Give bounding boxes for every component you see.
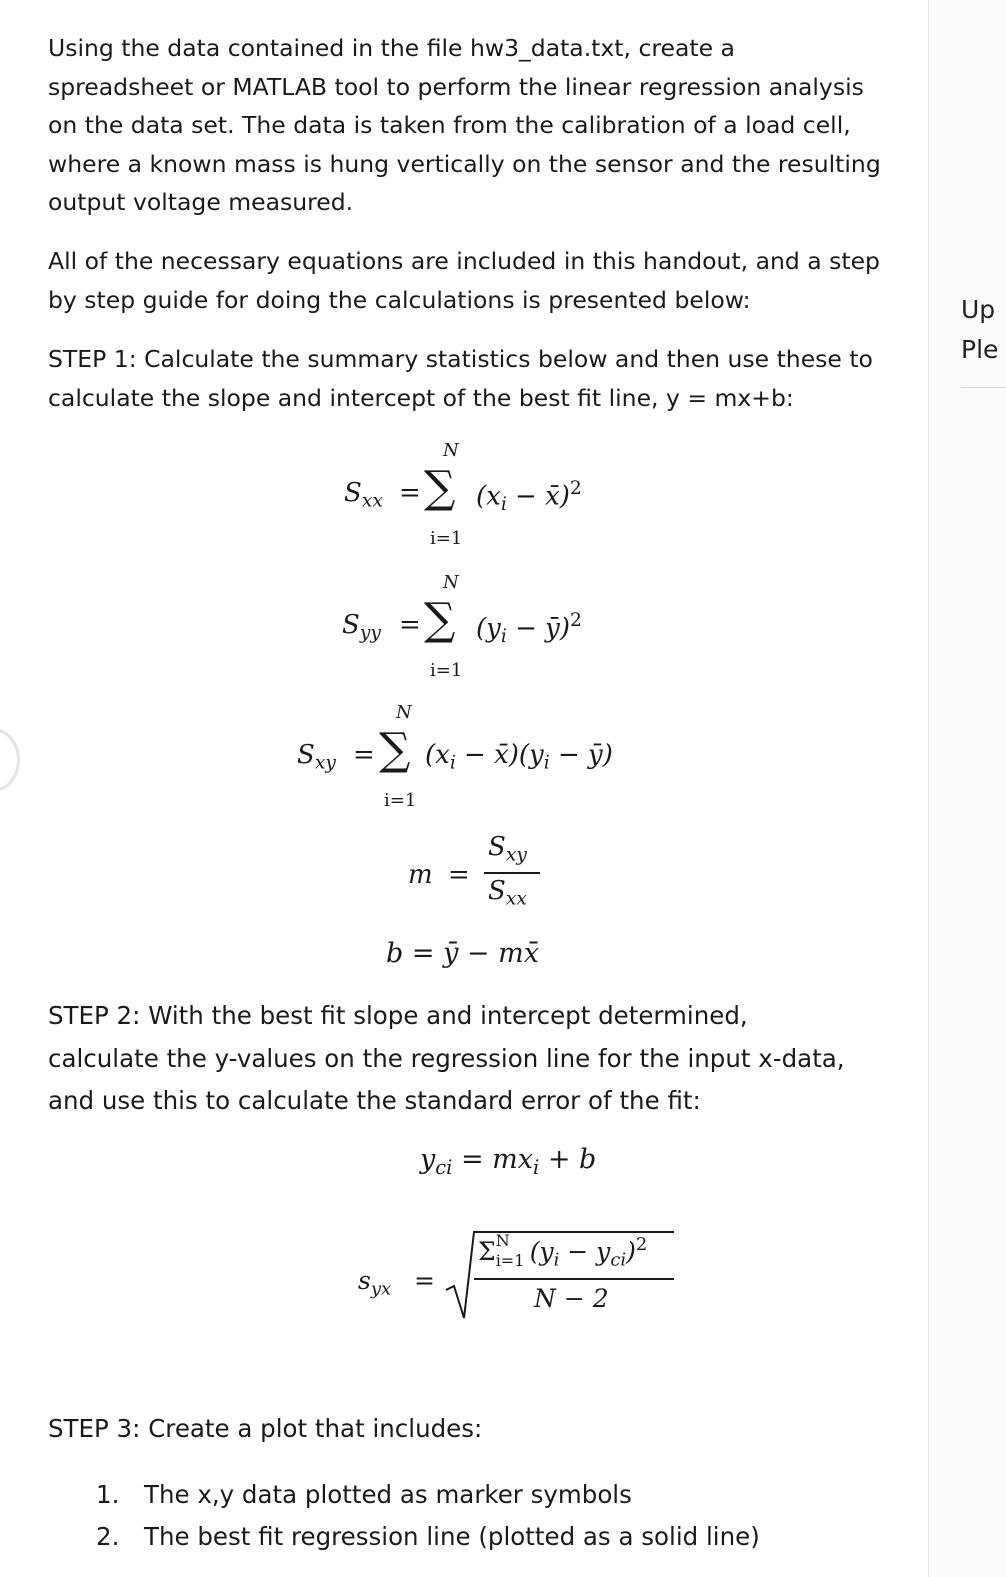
guide-paragraph (48, 242, 880, 319)
intro-line: on the data set. The data is taken from the calibration of a load cell, (48, 111, 851, 139)
step2-line: and use this to calculate the standard error of the fit: (48, 1086, 701, 1115)
scroll-indicator-arc (0, 728, 20, 792)
intro-paragraph (48, 29, 881, 222)
fraction-bar (484, 872, 540, 874)
intro-line: Using the data contained in the file hw3_data.txt, create a (48, 34, 735, 62)
right-side-panel (928, 0, 1006, 1577)
equation-regression-y: $y_{ci} = mx_i + b$ (420, 1144, 597, 1179)
side-panel-divider (961, 387, 1006, 388)
equation-slope: m = $S_{xy}$ $S_{xx}$ (408, 832, 568, 922)
equation-intercept: b = ȳ − mx̄ (386, 938, 539, 969)
step3-heading: STEP 3: Create a plot that includes: (48, 1414, 483, 1443)
equation-syy: $S_{yy}$ = N ∑ i=1 ($y_i$ − ȳ)$^2$ (342, 572, 582, 681)
guide-line: All of the necessary equations are included in this handout, and a step (48, 247, 880, 275)
step2-line: calculate the y-values on the regression line for the input x-data, (48, 1043, 845, 1073)
intro-line: spreadsheet or MATLAB tool to perform the linear regression analysis (48, 72, 864, 101)
step1-paragraph (48, 340, 873, 417)
step3-list (96, 1474, 760, 1558)
equation-standard-error: $s_{yx}$ = Σ N i=1 $(y_i - y_{ci})^2$ N − 2 (358, 1222, 688, 1332)
fraction-bar (474, 1278, 674, 1280)
list-item: 2. The best fit regression line (plotted as a solid line) (96, 1522, 760, 1551)
step2-paragraph (48, 995, 845, 1123)
step1-line: STEP 1: Calculate the summary statistics below and then use these to (48, 345, 873, 373)
list-item: 1. The x,y data plotted as marker symbols (96, 1480, 632, 1509)
guide-line: by step guide for doing the calculations is presented below: (48, 285, 751, 314)
intro-line: output voltage measured. (48, 188, 354, 216)
side-panel-text: Up Ple (961, 295, 999, 364)
equation-sxx: $S_{xx}$ = N ∑ i=1 ($x_i$ − x̄)$^2$ (344, 440, 582, 549)
step2-line: STEP 2: With the best fit slope and intercept determined, (48, 1001, 748, 1030)
step1-line: calculate the slope and intercept of the best fit line, y = mx+b: (48, 383, 794, 412)
equation-sxy: $S_{xy}$ = N ∑ i=1 ($x_i$ − $x̄)(y_i$ − ȳ) (297, 702, 613, 811)
intro-line: where a known mass is hung vertically on the sensor and the resulting (48, 149, 881, 178)
